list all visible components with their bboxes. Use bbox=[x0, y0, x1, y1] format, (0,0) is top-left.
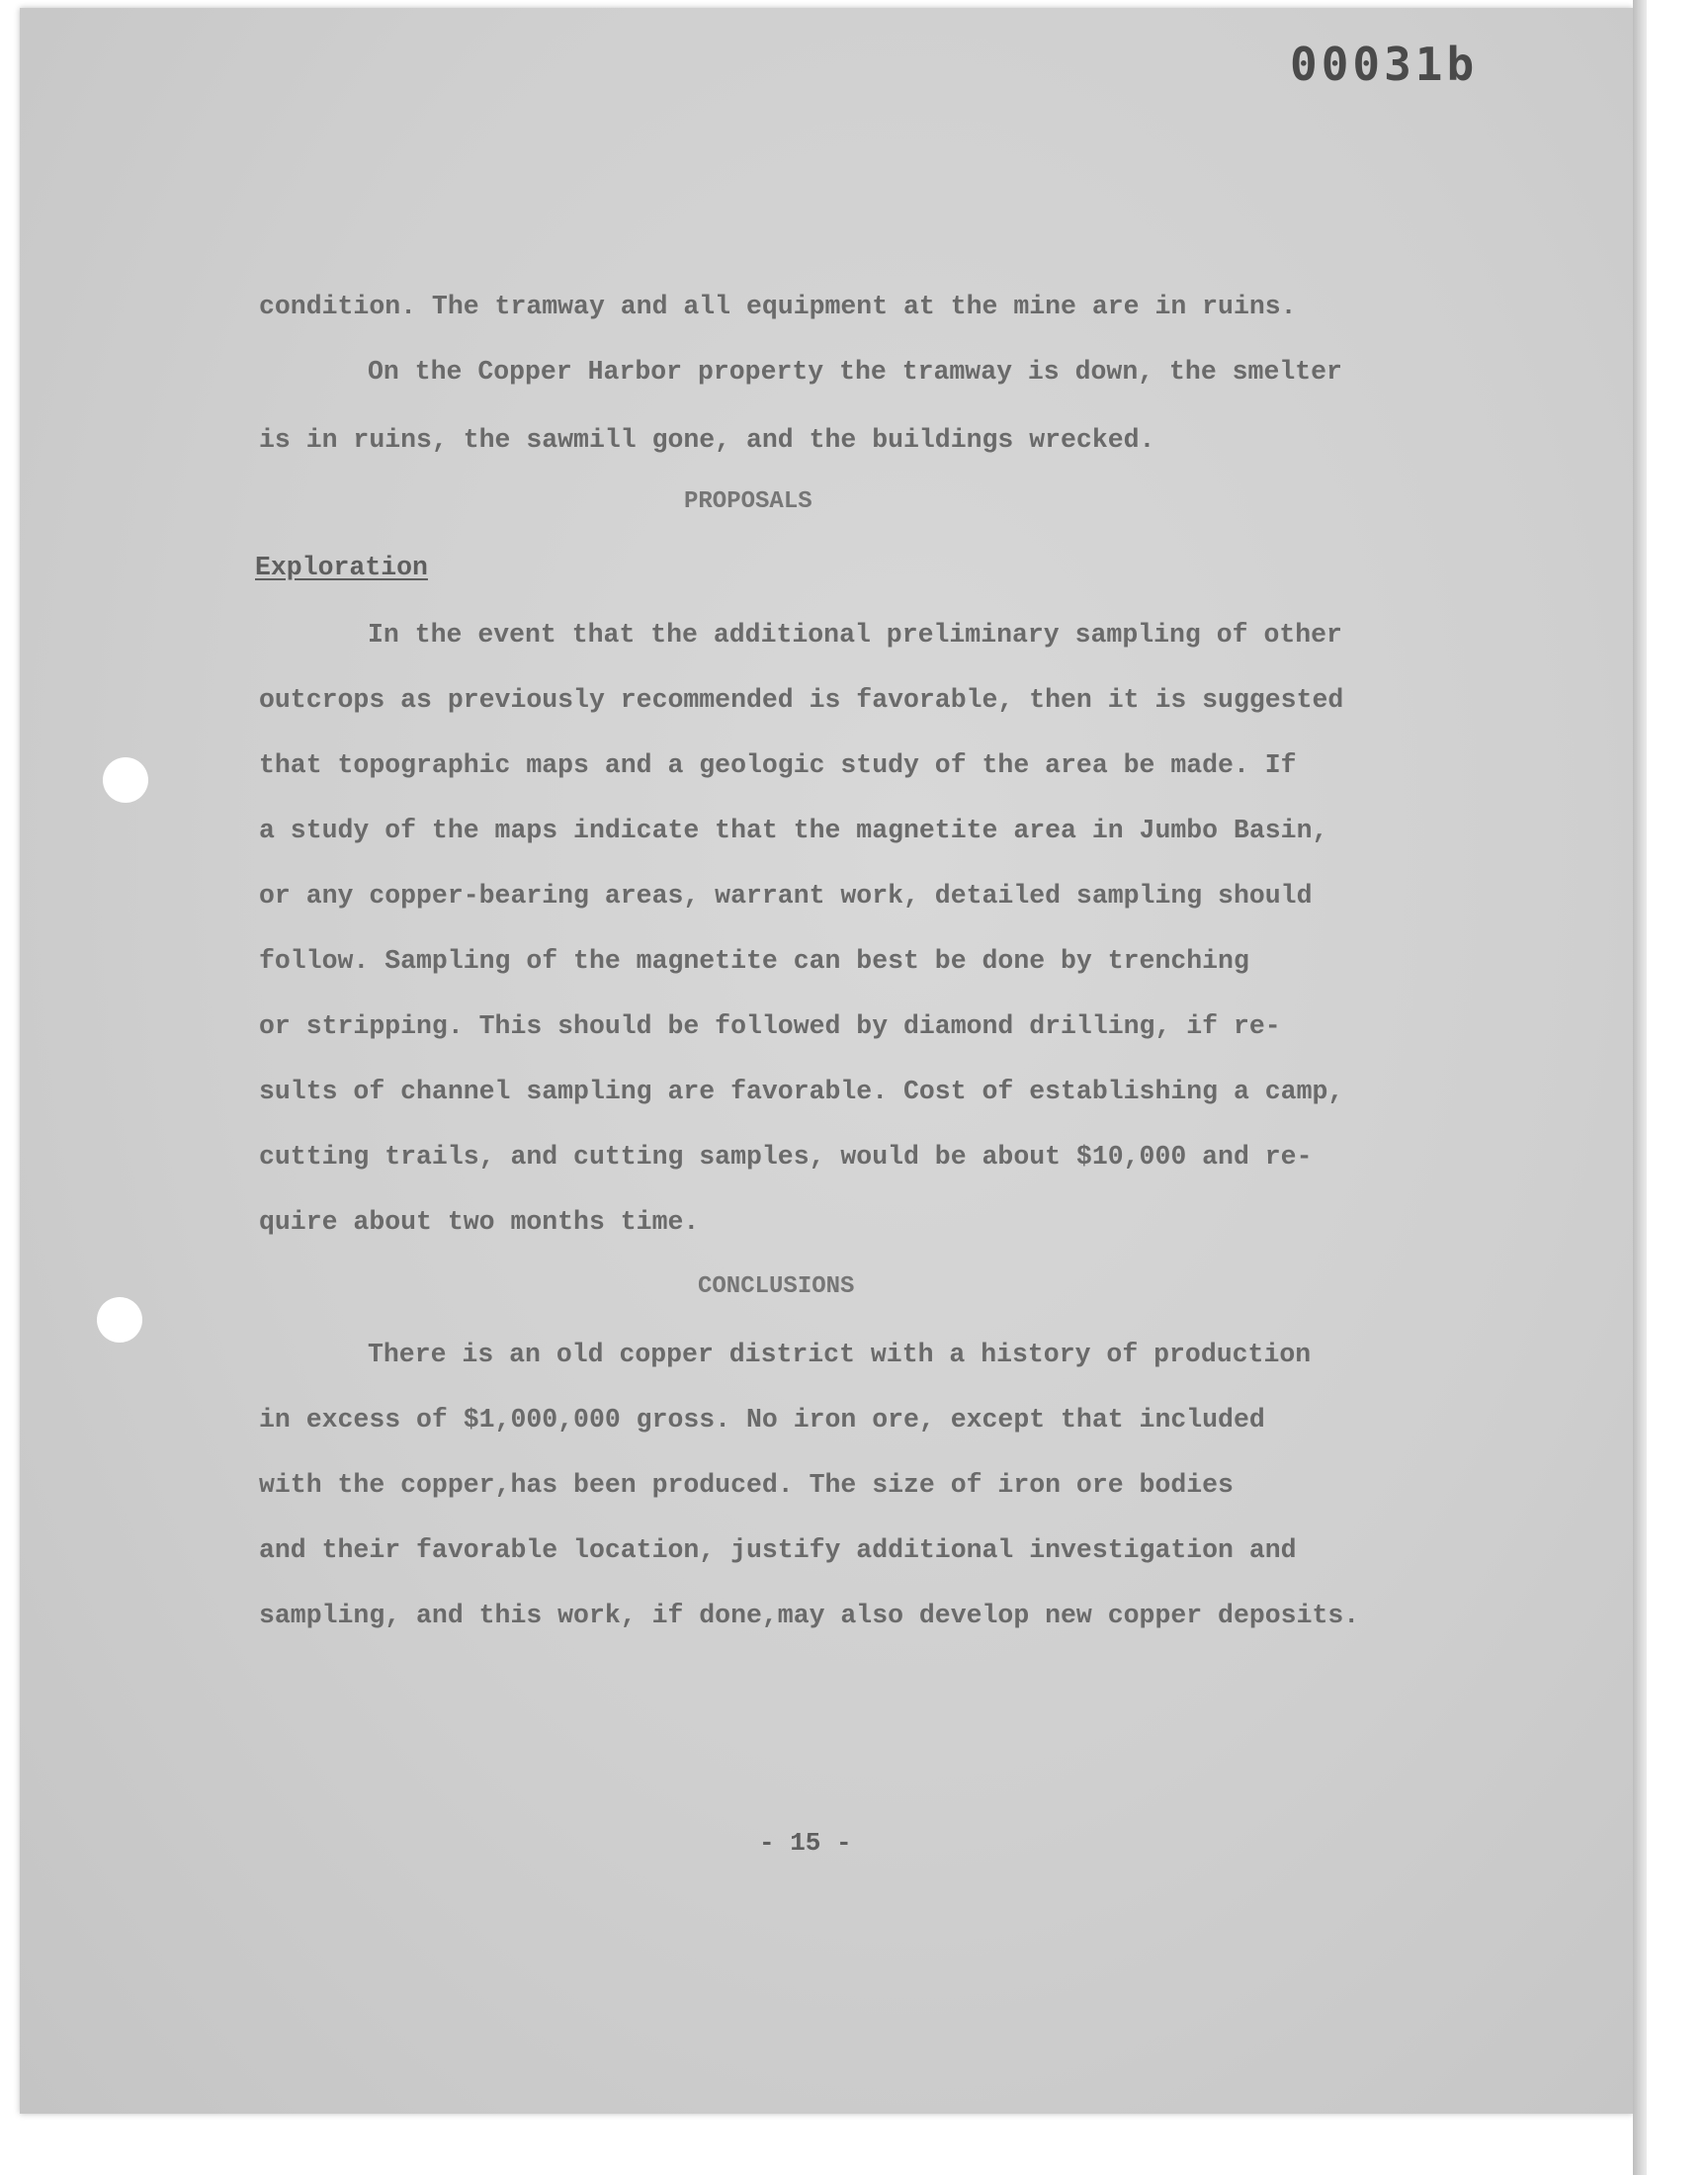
document-id: 00031b bbox=[1290, 38, 1479, 91]
conclusions-heading: CONCLUSIONS bbox=[698, 1273, 855, 1300]
exploration-heading: Exploration bbox=[255, 553, 428, 582]
proposals-heading: PROPOSALS bbox=[684, 488, 812, 515]
body-line: or stripping. This should be followed by diamond drilling, if re- bbox=[259, 1011, 1281, 1041]
body-line: with the copper,has been produced. The size of iron ore bodies bbox=[259, 1470, 1234, 1500]
body-line: a study of the maps indicate that the magnetite area in Jumbo Basin, bbox=[259, 816, 1328, 845]
page-number: - 15 - bbox=[759, 1828, 852, 1858]
body-line: outcrops as previously recommended is favorable, then it is suggested bbox=[259, 685, 1344, 715]
punch-hole-icon bbox=[103, 757, 148, 803]
body-line: On the Copper Harbor property the tramway is down, the smelter bbox=[368, 357, 1342, 387]
punch-hole-icon bbox=[97, 1297, 142, 1343]
body-line: that topographic maps and a geologic study of the area be made. If bbox=[259, 750, 1297, 780]
body-line: follow. Sampling of the magnetite can best be done by trenching bbox=[259, 946, 1249, 976]
body-line: or any copper-bearing areas, warrant work, detailed sampling should bbox=[259, 881, 1313, 911]
body-line: and their favorable location, justify additional investigation and bbox=[259, 1535, 1297, 1565]
body-line: in excess of $1,000,000 gross. No iron ore, except that included bbox=[259, 1405, 1265, 1435]
body-line: is in ruins, the sawmill gone, and the buildings wrecked. bbox=[259, 425, 1155, 455]
body-line: There is an old copper district with a history of production bbox=[368, 1340, 1312, 1369]
body-line: cutting trails, and cutting samples, would be about $10,000 and re- bbox=[259, 1142, 1313, 1172]
body-line: sampling, and this work, if done,may also develop new copper deposits. bbox=[259, 1601, 1360, 1630]
body-line: quire about two months time. bbox=[259, 1207, 700, 1237]
page-edge bbox=[1633, 0, 1647, 2175]
body-line: condition. The tramway and all equipment at the mine are in ruins. bbox=[259, 292, 1297, 321]
body-line: sults of channel sampling are favorable. Cost of establishing a camp, bbox=[259, 1077, 1344, 1106]
body-line: In the event that the additional preliminary sampling of other bbox=[368, 620, 1342, 650]
